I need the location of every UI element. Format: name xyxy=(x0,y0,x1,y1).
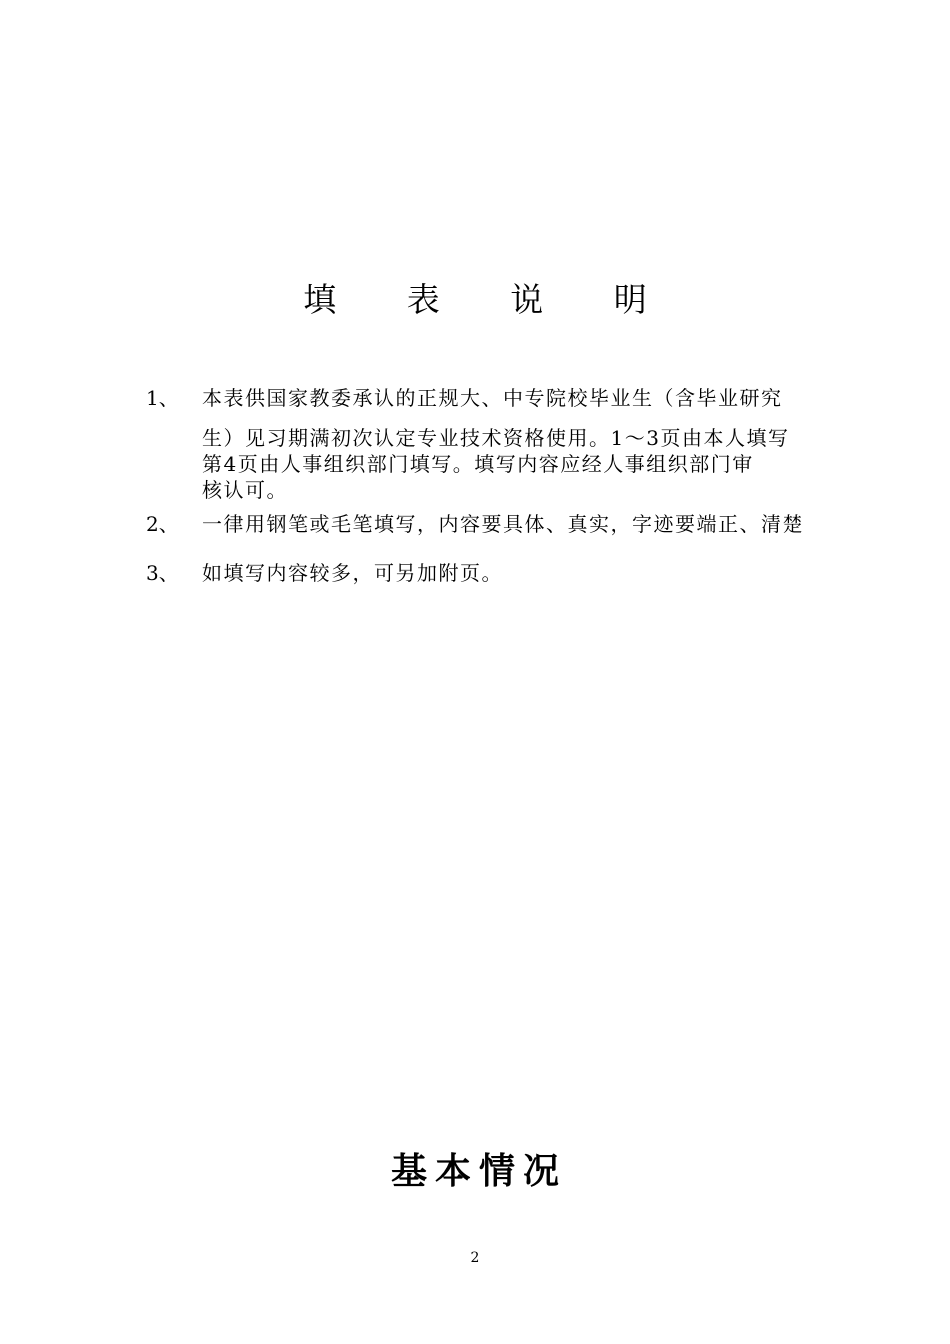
instruction-number: 2、 xyxy=(146,512,179,536)
instruction-text xyxy=(202,511,842,537)
instruction-number: 1、 xyxy=(146,386,179,410)
instruction-line: 本表供国家教委承认的正规大、中专院校毕业生（含毕业研究 xyxy=(202,386,783,410)
instruction-line: 第4页由人事组织部门填写。填写内容应经人事组织部门审 xyxy=(202,452,754,476)
instruction-line: 核认可。 xyxy=(202,478,288,502)
instruction-line: 一律用钢笔或毛笔填写，内容要具体、真实，字迹要端正、清楚 xyxy=(202,512,804,536)
page-title: 填 表 说 明 xyxy=(303,280,677,319)
instruction-number: 3、 xyxy=(146,561,179,585)
instruction-line: 生）见习期满初次认定专业技术资格使用。1～3页由本人填写 xyxy=(202,426,790,450)
instruction-line: 如填写内容较多，可另加附页。 xyxy=(202,561,503,585)
section-title: 基本情况 xyxy=(390,1150,567,1192)
instruction-text xyxy=(202,560,842,586)
instruction-text xyxy=(202,385,842,503)
page-number: 2 xyxy=(470,1250,480,1266)
